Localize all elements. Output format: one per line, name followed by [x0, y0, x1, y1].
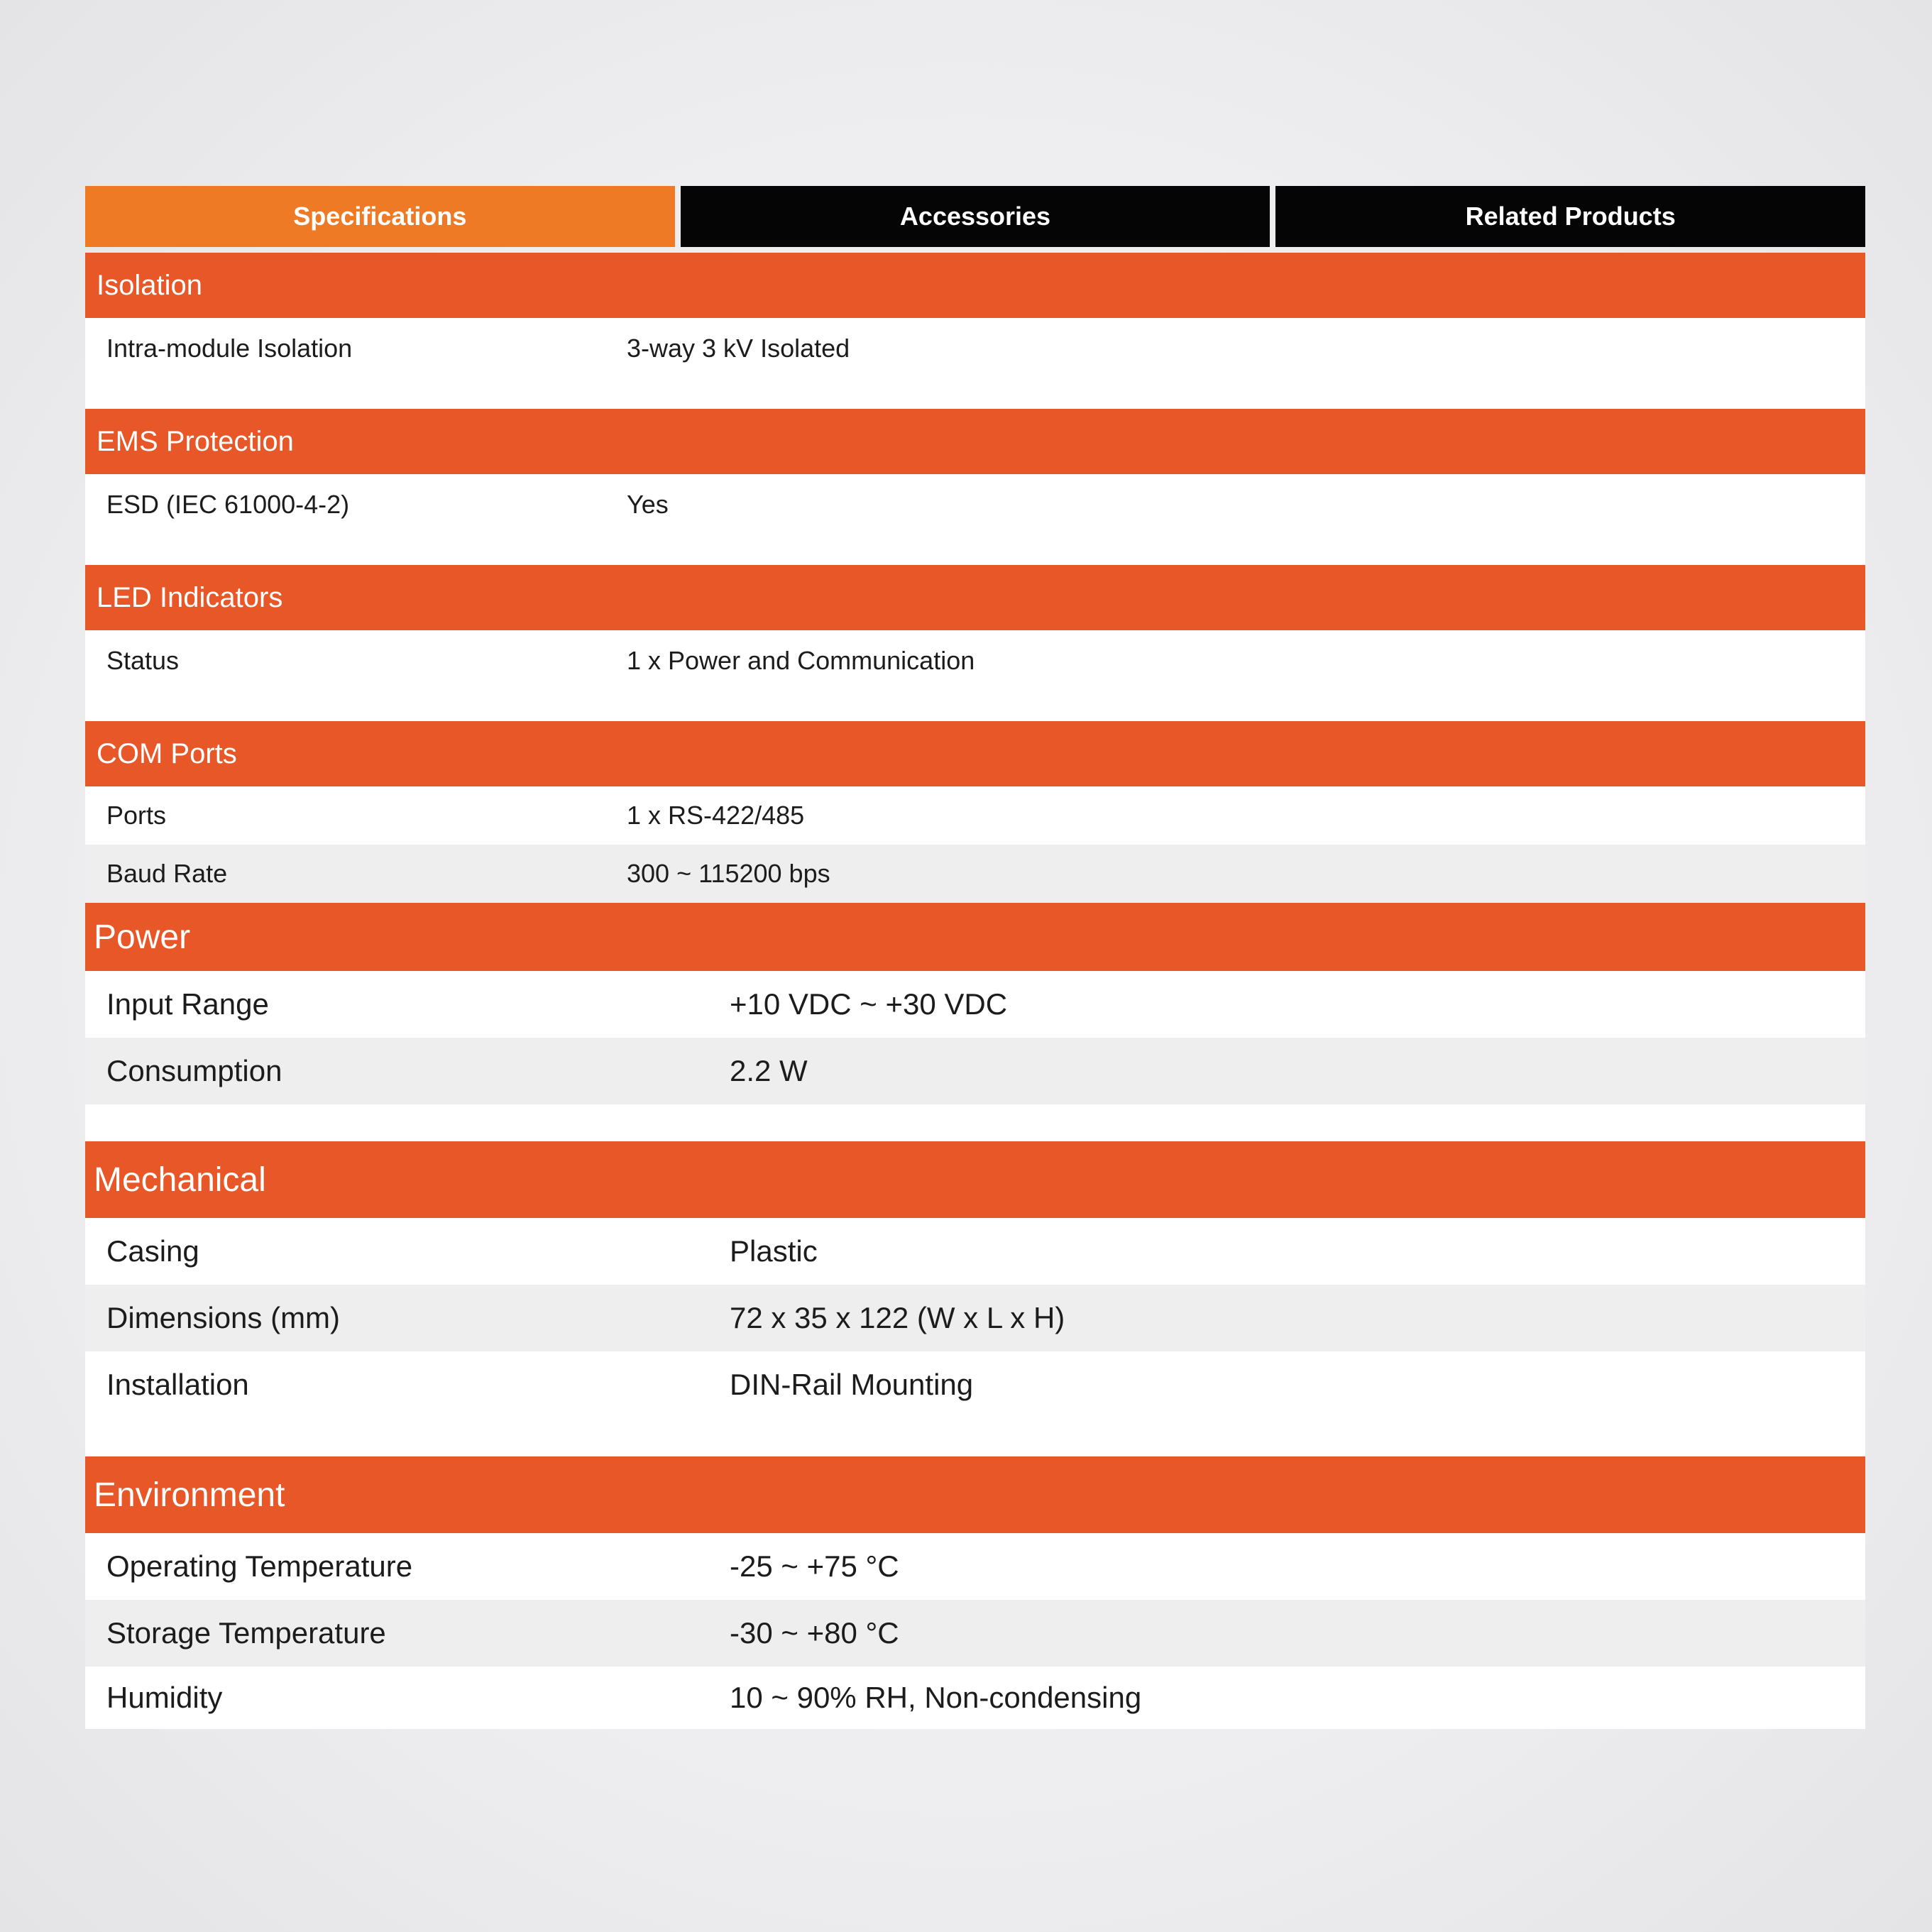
spec-sheet — [85, 186, 1865, 1729]
spec-compact-section — [85, 253, 1865, 903]
spec-row — [85, 1285, 1865, 1351]
spec-label: Input Range — [106, 987, 269, 1021]
spec-row — [85, 1038, 1865, 1104]
spec-value: 72 x 35 x 122 (W x L x H) — [730, 1301, 1065, 1334]
spec-value: Yes — [627, 490, 669, 519]
spec-large-section — [85, 903, 1865, 1729]
spec-label: Ports — [106, 801, 167, 830]
tab-specifications[interactable]: Specifications — [85, 186, 675, 247]
spec-label: Humidity — [106, 1681, 223, 1714]
spec-value: DIN-Rail Mounting — [730, 1368, 974, 1401]
row-spacer — [85, 1104, 1865, 1141]
spec-value: 2.2 W — [730, 1054, 808, 1087]
spec-value: 1 x RS-422/485 — [627, 801, 805, 830]
group-header-ems-protection: EMS Protection — [85, 409, 1865, 474]
spec-label: Intra-module Isolation — [106, 334, 353, 363]
spec-row — [85, 318, 1865, 378]
spec-label: Baud Rate — [106, 859, 228, 888]
row-spacer — [85, 534, 1865, 565]
spec-row — [85, 1218, 1865, 1285]
spec-row — [85, 1533, 1865, 1600]
group-header-isolation: Isolation — [85, 253, 1865, 318]
row-spacer — [85, 690, 1865, 721]
row-spacer — [85, 378, 1865, 409]
spec-label: Consumption — [106, 1054, 282, 1087]
tab-bar — [85, 186, 1865, 247]
spec-row — [85, 971, 1865, 1038]
spec-label: Storage Temperature — [106, 1616, 386, 1650]
spec-label: ESD (IEC 61000-4-2) — [106, 490, 350, 519]
spec-label: Operating Temperature — [106, 1549, 413, 1583]
spec-label: Casing — [106, 1234, 199, 1268]
spec-value: +10 VDC ~ +30 VDC — [730, 987, 1008, 1021]
spec-row — [85, 786, 1865, 845]
spec-row — [85, 845, 1865, 903]
spec-row — [85, 474, 1865, 534]
row-spacer — [85, 1418, 1865, 1456]
group-header-power: Power — [85, 903, 1865, 971]
group-header-mechanical: Mechanical — [85, 1141, 1865, 1218]
tab-related-products[interactable]: Related Products — [1275, 186, 1865, 247]
group-header-led-indicators: LED Indicators — [85, 565, 1865, 630]
spec-label: Installation — [106, 1368, 249, 1401]
spec-row — [85, 1667, 1865, 1729]
tab-accessories[interactable]: Accessories — [681, 186, 1270, 247]
group-header-com-ports: COM Ports — [85, 721, 1865, 786]
group-header-environment: Environment — [85, 1456, 1865, 1533]
spec-value: 1 x Power and Communication — [627, 646, 975, 675]
spec-row — [85, 1351, 1865, 1418]
spec-table — [85, 253, 1865, 1729]
spec-value: 10 ~ 90% RH, Non-condensing — [730, 1681, 1142, 1714]
spec-label: Dimensions (mm) — [106, 1301, 341, 1334]
spec-value: Plastic — [730, 1234, 818, 1268]
spec-value: -25 ~ +75 °C — [730, 1549, 899, 1583]
spec-row — [85, 1600, 1865, 1667]
spec-label: Status — [106, 646, 180, 675]
spec-value: -30 ~ +80 °C — [730, 1616, 899, 1650]
spec-row — [85, 630, 1865, 690]
spec-value: 3-way 3 kV Isolated — [627, 334, 850, 363]
spec-value: 300 ~ 115200 bps — [627, 859, 830, 888]
